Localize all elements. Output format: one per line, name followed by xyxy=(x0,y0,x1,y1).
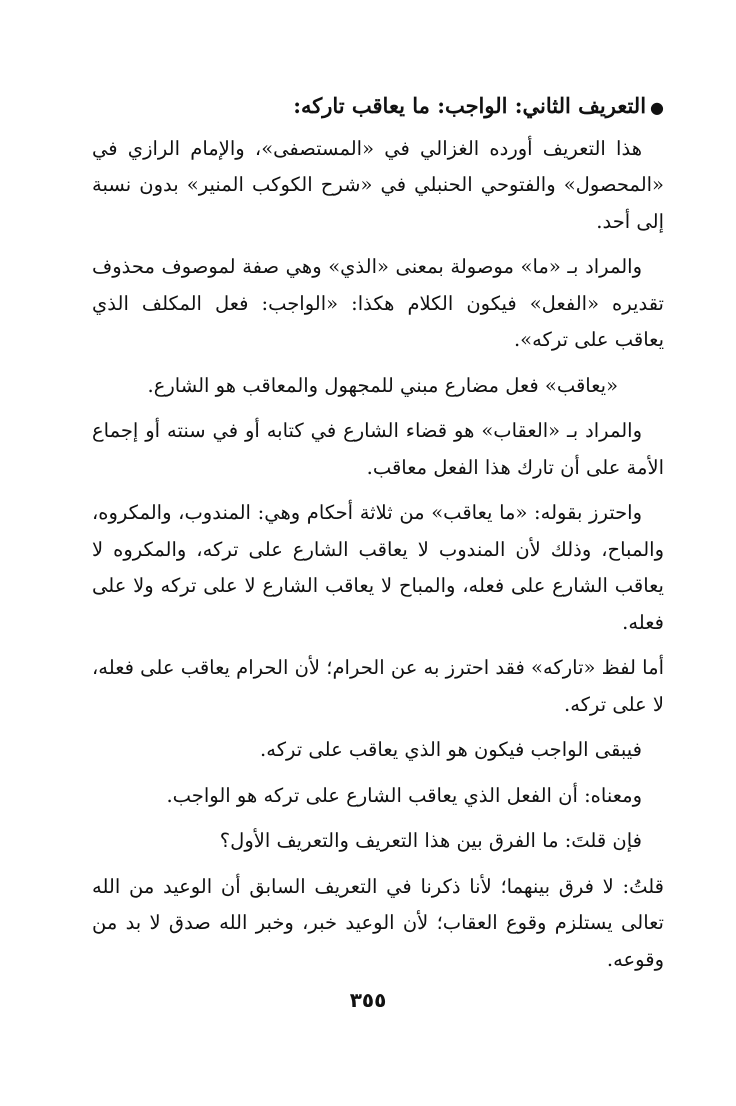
paragraph-question: فإن قلتَ: ما الفرق بين هذا التعريف والتعريف الأول؟ xyxy=(219,829,642,852)
paragraph-remaining: فيبقى الواجب فيكون هو الذي يعاقب على تركه. xyxy=(260,738,642,761)
paragraph-meaning-ma: والمراد بـ «ما» موصولة بمعنى «الذي» وهي صفة لموصوف محذوف تقديره «الفعل» فيكون الكلام هكذا: «الواجب: فعل المكلف الذي يعاقب على تركه». xyxy=(92,255,664,351)
page-body xyxy=(92,88,664,987)
paragraph-answer: قلتُ: لا فرق بينهما؛ لأنا ذكرنا في التعريف السابق أن الوعيد من الله تعالى يستلزم وقوع العقاب؛ لأن الوعيد خبر، وخبر الله صدق لا بد من وقوعه. xyxy=(92,874,664,971)
paragraph-meaning-iqab: والمراد بـ «العقاب» هو قضاء الشارع في كتابه أو في سنته أو إجماع الأمة على أن تارك هذا الفعل معاقب. xyxy=(92,419,664,479)
section-heading-text: التعريف الثاني: الواجب: ما يعاقب تاركه: xyxy=(293,93,647,118)
paragraph-tarikuhu: أما لفظ «تاركه» فقد احترز به عن الحرام؛ لأن الحرام يعاقب على فعله، لا على تركه. xyxy=(92,656,664,716)
page-number: ٣٥٥ xyxy=(349,988,387,1012)
bullet-icon: ● xyxy=(650,98,664,117)
paragraph-yuaqab: «يعاقب» فعل مضارع مبني للمجهول والمعاقب هو الشارع. xyxy=(147,373,618,397)
paragraph-exclusions: واحترز بقوله: «ما يعاقب» من ثلاثة أحكام وهي: المندوب، والمكروه، والمباح، وذلك لأن المندوب لا يعاقب الشارع على تركه، والمكروه لا يعاقب الشارع على فعله، والمباح لا يعاقب الشارع لا على تركه ولا على فعله. xyxy=(92,501,664,634)
paragraph-meaning: ومعناه: أن الفعل الذي يعاقب الشارع على تركه هو الواجب. xyxy=(166,783,642,807)
section-heading xyxy=(92,88,664,127)
paragraph-source: هذا التعريف أورده الغزالي في «المستصفى»، والإمام الرازي في «المحصول» والفتوحي الحنبلي في «شرح الكوكب المنير» بدون نسبة إلى أحد. xyxy=(92,136,664,233)
